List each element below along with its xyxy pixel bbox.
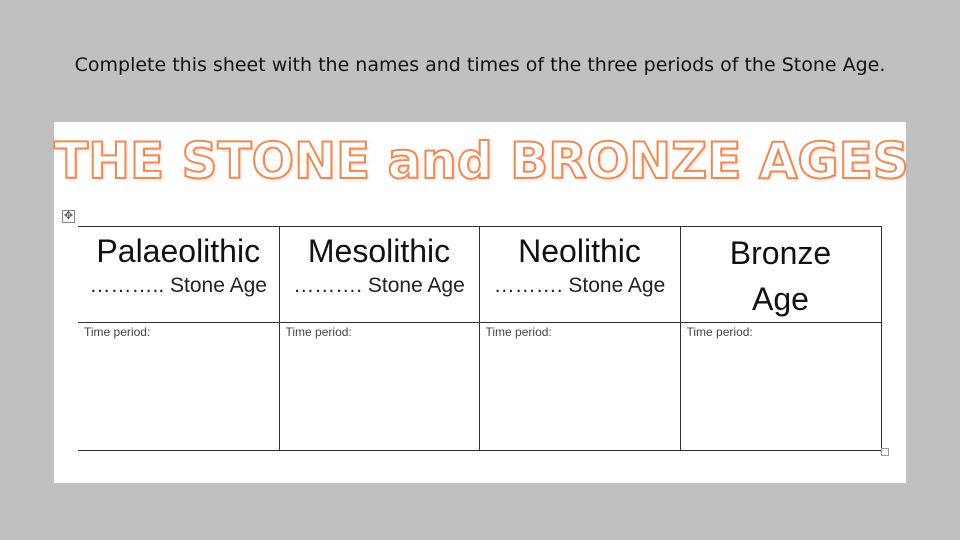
header-cell-palaeolithic[interactable] bbox=[78, 227, 279, 323]
time-period-label: Time period: bbox=[485, 325, 552, 339]
period-name: Palaeolithic bbox=[96, 233, 261, 269]
time-period-label: Time period: bbox=[84, 325, 151, 339]
header-cell-bronze-age[interactable] bbox=[680, 227, 881, 323]
table-move-handle-icon[interactable]: ✥ bbox=[63, 210, 74, 222]
header-cell-mesolithic[interactable] bbox=[279, 227, 479, 323]
table-header-row bbox=[78, 227, 881, 323]
worksheet-title: THE STONE and BRONZE AGES bbox=[54, 132, 909, 190]
period-subtitle: ………. Stone Age bbox=[493, 274, 666, 297]
periods-table bbox=[78, 226, 882, 451]
period-subtitle: ………. Stone Age bbox=[293, 274, 465, 297]
period-name: Mesolithic bbox=[307, 233, 451, 269]
period-name-line1: Bronze bbox=[729, 235, 832, 271]
time-period-cell[interactable] bbox=[279, 323, 479, 451]
slide-instruction: Complete this sheet with the names and times of the three periods of the Stone Age. bbox=[74, 54, 886, 76]
header-cell-neolithic[interactable] bbox=[479, 227, 680, 323]
worksheet-image bbox=[54, 122, 909, 483]
period-name-line2: Age bbox=[752, 281, 809, 317]
time-period-label: Time period: bbox=[686, 325, 753, 339]
time-period-cell[interactable] bbox=[680, 323, 881, 451]
table-resize-handle-icon[interactable] bbox=[881, 448, 889, 456]
time-period-cell[interactable] bbox=[78, 323, 279, 451]
table-row bbox=[78, 323, 881, 451]
period-name: Neolithic bbox=[518, 233, 641, 269]
time-period-label: Time period: bbox=[285, 325, 352, 339]
period-name bbox=[681, 230, 881, 322]
time-period-cell[interactable] bbox=[479, 323, 680, 451]
period-subtitle: ……….. Stone Age bbox=[89, 274, 267, 297]
